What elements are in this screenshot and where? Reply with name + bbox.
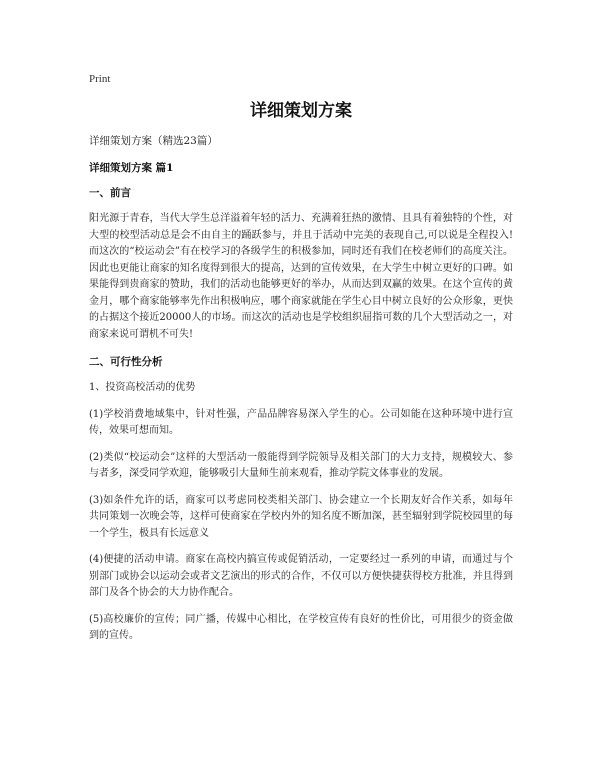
advantage-item-1: (1)学校消费地域集中，针对性强，产品品牌容易深入学生的心。公司如能在这种环境中进行宣传，效果可想而知。 [89, 408, 513, 436]
section-heading-feasibility: 二、可行性分析 [89, 356, 163, 368]
advantage-item-3: (3)如条件允许的话，商家可以考虑同校类相关部门、协会建立一个长期友好合作关系，如每年共同策划一次晚会等，这样可使商家在学校内外的知名度不断加深，甚至辐射到学院校园里的每一个学生，极具有长远意义 [89, 494, 513, 539]
preface-paragraph: 阳光源于青春，当代大学生总洋溢着年轻的活力、充满着狂热的激情、且具有着独特的个性，对大型的校型活动总是会不由自主的踊跃参与，并且于活动中完美的表现自己,可以说是全程投入!而这次的“校运动会”有在校学习的各级学生的积极参加，同时还有我们在校老师们的高度关注。因此也更能让商家的知名度得到很大的提高，达到的宣传效果，在大学生中树立更好的口碑。如果能得到贵商家的赞助，我们的活动也能够更好的举办，从而达到双赢的效果。在这个宣传的黄金月，哪个商家能够率先作出积极响应，哪个商家就能在学生心目中树立良好的公众形象，更快的占据这个接近20000人的市场。而这次的活动也是学校组织屈指可数的几个大型活动之一，对商家来说可谓机不可失! [89, 213, 513, 340]
feasibility-subheading: 1、投资高校活动的优势 [89, 382, 196, 393]
advantage-item-4: (4)便捷的活动申请。商家在高校内搞宣传或促销活动，一定要经过一系列的申请，而通过与个别部门或协会以运动会或者文艺演出的形式的合作，不仅可以方便快捷获得校方批准，并且得到部门及各个协会的大力协作配合。 [89, 554, 513, 598]
part-title: 详细策划方案 篇1 [89, 162, 174, 174]
print-label: Print [89, 73, 111, 85]
document-page [89, 72, 513, 655]
advantage-item-2: (2)类似“校运动会”这样的大型活动一般能得到学院领导及相关部门的大力支持，规模较大、参与者多，深受同学欢迎，能够吸引大量师生前来观看，推动学院文体事业的发展。 [89, 451, 513, 479]
section-heading-preface: 一、前言 [89, 187, 131, 199]
document-subtitle: 详细策划方案（精选23篇） [89, 135, 218, 147]
document-title: 详细策划方案 [250, 101, 352, 121]
advantage-item-5: (5)高校廉价的宣传；同广播，传媒中心相比，在学校宣传有良好的性价比，可用很少的资金做到的宣传。 [89, 613, 513, 641]
